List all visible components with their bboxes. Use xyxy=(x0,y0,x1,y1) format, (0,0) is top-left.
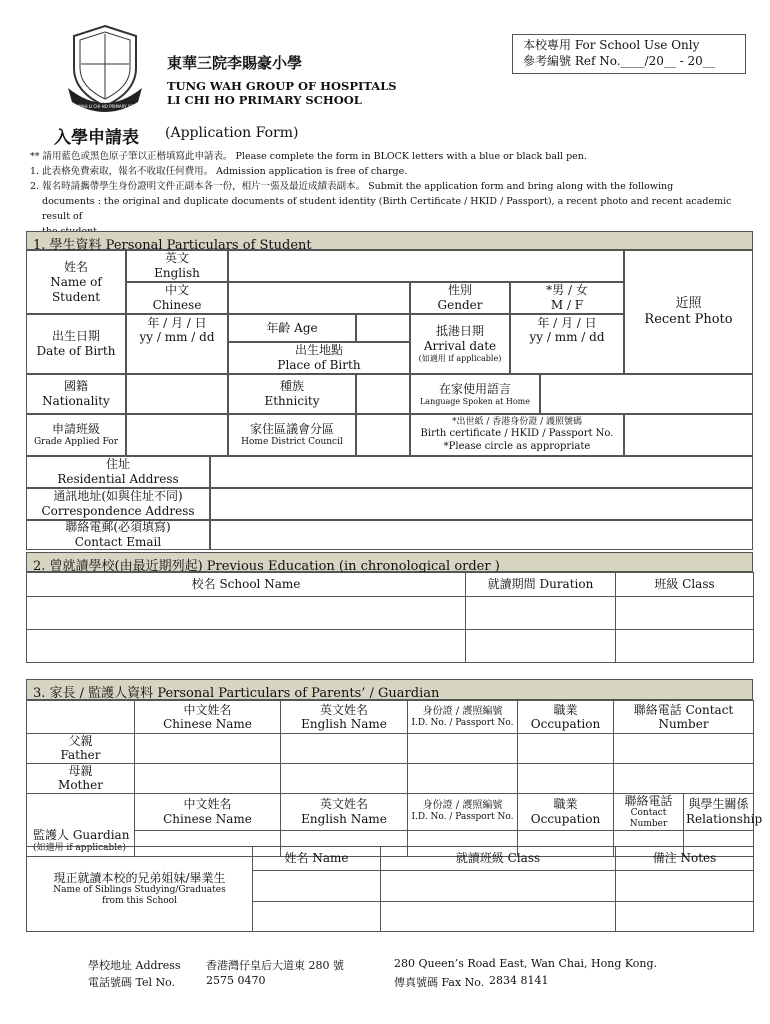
language-field[interactable] xyxy=(540,374,753,414)
footer-address-label: 學校地址 Address xyxy=(88,959,181,972)
dob-format-en: yy / mm / dd xyxy=(139,330,215,345)
class-cell[interactable] xyxy=(616,597,754,630)
email-label-en: Contact Email xyxy=(74,535,162,549)
school-logo xyxy=(64,22,146,114)
mother-occupation[interactable] xyxy=(518,763,614,793)
gender-label-cell xyxy=(410,282,510,314)
note-2b: documents : the original and duplicate documents of student identity (Birth Certificate / HKID / Passport), a recent photo and recent academic result of xyxy=(42,196,732,222)
dob-label-zh: 出生日期 xyxy=(51,329,100,343)
district-label-cell xyxy=(228,414,356,456)
id-doc-zh: *出世紙 / 香港身份證 / 護照號碼 xyxy=(451,416,582,427)
mother-en: Mother xyxy=(58,778,103,793)
footer-fax: 2834 8141 xyxy=(489,974,549,987)
school-name-cell[interactable] xyxy=(27,630,466,663)
photo-label-zh: 近照 xyxy=(675,295,702,311)
english-label-en: English xyxy=(154,266,200,280)
sibling-class-cell[interactable] xyxy=(381,871,616,902)
chinese-label-en: Chinese xyxy=(152,298,202,312)
grade-label-cell xyxy=(26,414,126,456)
siblings-zh: 現正就讀本校的兄弟姐妹/畢業生 xyxy=(53,871,226,885)
occ-en: Occupation xyxy=(530,717,601,731)
siblings-label xyxy=(27,847,253,932)
footer-fax-label: 傳真號碼 Fax No. xyxy=(394,976,485,989)
correspondence-label-cell xyxy=(26,488,210,520)
nationality-label-zh: 國籍 xyxy=(63,379,88,393)
sibling-name-header: 姓名 Name xyxy=(253,847,381,871)
g-rel-en: Relationship xyxy=(686,811,763,826)
siblings-table xyxy=(26,846,754,932)
id-en: I.D. No. / Passport No. xyxy=(411,717,514,728)
dob-format-zh: 年 / 月 / 日 xyxy=(147,316,207,330)
id-document-label-cell xyxy=(410,414,624,456)
sibling-class-cell[interactable] xyxy=(381,902,616,932)
arrival-format-en: yy / mm / dd xyxy=(529,330,605,345)
sibling-notes-cell[interactable] xyxy=(616,902,754,932)
mother-id[interactable] xyxy=(408,763,518,793)
g-occ-en: Occupation xyxy=(530,811,601,826)
english-name-label-cell xyxy=(126,250,228,282)
cn-en: Chinese Name xyxy=(163,717,252,731)
gender-options[interactable] xyxy=(510,282,624,314)
residential-label-cell xyxy=(26,456,210,488)
mother-contact[interactable] xyxy=(614,763,754,793)
district-label-zh: 家住區議會分區 xyxy=(249,421,334,436)
email-field[interactable] xyxy=(210,520,753,550)
mother-english-name[interactable] xyxy=(281,763,408,793)
sibling-notes-header: 備注 Notes xyxy=(616,847,754,871)
ethnicity-label-zh: 種族 xyxy=(279,379,304,393)
sibling-notes-cell[interactable] xyxy=(616,871,754,902)
g-id-en: I.D. No. / Passport No. xyxy=(411,812,514,823)
duration-cell[interactable] xyxy=(466,630,616,663)
note-0: ** 請用藍色或黑色原子筆以正楷填寫此申請表。 Please complete the form in BLOCK letters with a blue or black ball pen. xyxy=(30,151,587,162)
section-1-header: 1. 學生資料 Personal Particulars of Student xyxy=(26,231,753,250)
mother-zh: 母親 xyxy=(68,763,93,778)
residential-label-en: Residential Address xyxy=(57,472,179,486)
correspondence-label-en: Correspondence Address xyxy=(41,504,195,518)
grade-label-zh: 申請班級 xyxy=(51,421,100,436)
parents-table xyxy=(26,700,763,857)
en-en: English Name xyxy=(301,717,387,731)
arrival-field[interactable] xyxy=(510,314,624,374)
chinese-label-zh: 中文 xyxy=(164,283,189,297)
school-name-zh: 東華三院李賜豪小學 xyxy=(167,54,303,72)
guardian-note: (如適用 if applicable) xyxy=(33,842,126,853)
district-field[interactable] xyxy=(356,414,410,456)
chinese-name-label-cell xyxy=(126,282,228,314)
email-label-zh: 聯絡電郵(必須填寫) xyxy=(65,520,171,534)
g-occ-zh: 職業 xyxy=(553,797,578,812)
name-label-cell xyxy=(26,250,126,314)
name-label-en: Name of Student xyxy=(50,274,102,304)
guardian-contact-header xyxy=(614,793,684,830)
sibling-name-cell[interactable] xyxy=(253,902,381,932)
gender-option-en: M / F xyxy=(550,298,584,312)
instructions xyxy=(30,149,750,239)
footer-tel-label: 電話號碼 Tel No. xyxy=(88,976,176,989)
ethnicity-label-cell xyxy=(228,374,356,414)
g-cn-en: Chinese Name xyxy=(163,811,252,826)
nationality-label-en: Nationality xyxy=(42,394,110,408)
dob-label-cell xyxy=(26,314,126,374)
father-english-name[interactable] xyxy=(281,734,408,764)
g-id-zh: 身份證 / 護照編號 xyxy=(422,800,503,812)
occupation-header xyxy=(518,701,614,734)
note-2a: 2. 報名時請攜帶學生身份證明文件正副本各一份，相片一張及最近成績表副本。 Submit the application form and bring along with the following xyxy=(30,181,674,192)
arrival-format-zh: 年 / 月 / 日 xyxy=(537,316,597,330)
guardian-id-header xyxy=(408,793,518,830)
age-label: 年齡 Age xyxy=(266,320,318,335)
class-cell[interactable] xyxy=(616,630,754,663)
gender-label-en: Gender xyxy=(437,298,483,312)
language-label-en: Language Spoken at Home xyxy=(419,396,530,406)
g-en-en: English Name xyxy=(301,811,387,826)
english-name-header xyxy=(281,701,408,734)
occ-zh: 職業 xyxy=(553,702,578,717)
correspondence-address-field[interactable] xyxy=(210,488,753,520)
arrival-label-cell xyxy=(410,314,510,374)
cn-zh: 中文姓名 xyxy=(183,702,232,717)
father-label xyxy=(27,734,135,764)
father-id[interactable] xyxy=(408,734,518,764)
father-contact[interactable] xyxy=(614,734,754,764)
correspondence-label-zh: 通訊地址(如與住址不同) xyxy=(53,489,183,503)
pob-label-en: Place of Birth xyxy=(277,358,361,372)
id-header xyxy=(408,701,518,734)
language-label-cell xyxy=(410,374,540,414)
ethnicity-label-en: Ethnicity xyxy=(264,394,320,408)
name-label-zh: 姓名 xyxy=(63,259,88,274)
chinese-name-header xyxy=(135,701,281,734)
form-title-en: (Application Form) xyxy=(165,125,299,141)
age-field[interactable] xyxy=(356,314,410,342)
en-zh: 英文姓名 xyxy=(319,702,368,717)
arrival-note: (如適用 if applicable) xyxy=(418,354,502,363)
footer-address-zh: 香港灣仔皇后大道東 280 號 xyxy=(206,959,344,972)
father-occupation[interactable] xyxy=(518,734,614,764)
guardian-occ-header xyxy=(518,793,614,830)
gender-label-zh: 性別 xyxy=(447,283,472,297)
district-label-en: Home District Council xyxy=(241,436,343,447)
pob-label-cell xyxy=(228,342,410,374)
dob-field[interactable] xyxy=(126,314,228,374)
father-en: Father xyxy=(60,748,101,763)
email-label-cell xyxy=(26,520,210,550)
guardian-relationship-header xyxy=(684,793,763,830)
grade-label-en: Grade Applied For xyxy=(33,436,118,447)
mother-chinese-name[interactable] xyxy=(135,763,281,793)
nationality-label-cell xyxy=(26,374,126,414)
gender-option-zh: *男 / 女 xyxy=(546,283,588,297)
id-zh: 身份證 / 護照編號 xyxy=(422,705,503,717)
pob-label-zh: 出生地點 xyxy=(294,343,343,357)
note-1: 1. 此表格免費索取，報名不收取任何費用。 Admission application is free of charge. xyxy=(30,166,408,177)
footer-tel: 2575 0470 xyxy=(206,974,266,987)
form-title-zh: 入學申請表 xyxy=(54,128,139,148)
section-2-header: 2. 曾就讀學校(由最近期列起) Previous Education (in chronological order ) xyxy=(26,552,753,572)
age-label-cell xyxy=(228,314,356,342)
duration-header: 就讀期間 Duration xyxy=(466,573,616,597)
office-use-box xyxy=(512,34,746,74)
class-header: 班級 Class xyxy=(616,573,754,597)
father-chinese-name[interactable] xyxy=(135,734,281,764)
g-contact-zh: 聯絡電話 xyxy=(624,793,673,808)
school-name-en1: TUNG WAH GROUP OF HOSPITALS xyxy=(167,79,397,93)
residential-address-field[interactable] xyxy=(210,456,753,488)
guardian-cn-header xyxy=(135,793,281,830)
photo-box[interactable] xyxy=(624,250,753,374)
contact-header: 聯絡電話 Contact Number xyxy=(614,701,754,734)
sibling-name-cell[interactable] xyxy=(253,871,381,902)
logo-emblem-text: TUNG WAH LI CHI HO PRIMARY SCHOOL xyxy=(65,104,145,109)
sibling-class-header: 就讀班級 Class xyxy=(381,847,616,871)
arrival-label-zh: 抵港日期 xyxy=(435,324,484,338)
id-document-field[interactable] xyxy=(624,414,753,456)
grade-field[interactable] xyxy=(126,414,228,456)
ethnicity-field[interactable] xyxy=(356,374,410,414)
g-rel-zh: 與學生關係 xyxy=(688,797,749,812)
language-label-zh: 在家使用語言 xyxy=(438,381,511,396)
school-name-header: 校名 School Name xyxy=(27,573,466,597)
guardian-en: 監護人 Guardian xyxy=(33,828,130,843)
g-cn-zh: 中文姓名 xyxy=(183,797,232,812)
siblings-en: Name of Siblings Studying/Graduates from this School xyxy=(53,885,226,907)
id-doc-en: Birth certificate / HKID / Passport No. xyxy=(420,428,614,440)
school-name-en2: LI CHI HO PRIMARY SCHOOL xyxy=(167,93,362,108)
residential-label-zh: 住址 xyxy=(105,457,130,471)
duration-cell[interactable] xyxy=(466,597,616,630)
guardian-en-header xyxy=(281,793,408,830)
g-contact-en: Contact Number xyxy=(629,807,668,829)
previous-education-table xyxy=(26,572,754,663)
school-name-cell[interactable] xyxy=(27,597,466,630)
mother-label xyxy=(27,763,135,793)
photo-label-en: Recent Photo xyxy=(644,312,733,327)
id-doc-note: *Please circle as appropriate xyxy=(443,440,591,452)
dob-label-en: Date of Birth xyxy=(36,344,116,358)
footer-address-en: 280 Queen’s Road East, Wan Chai, Hong Kong. xyxy=(394,957,658,970)
english-label-zh: 英文 xyxy=(164,251,189,265)
parents-corner xyxy=(27,701,135,734)
section-3-header: 3. 家長 / 監護人資料 Personal Particulars of Parents’ / Guardian xyxy=(26,679,753,700)
father-zh: 父親 xyxy=(68,734,93,748)
chinese-name-field[interactable] xyxy=(228,282,410,314)
office-use-label: 本校專用 For School Use Only xyxy=(523,38,700,52)
english-name-field[interactable] xyxy=(228,250,624,282)
ref-no-label: 參考編號 Ref No.____/20__ - 20__ xyxy=(523,53,715,68)
nationality-field[interactable] xyxy=(126,374,228,414)
g-en-zh: 英文姓名 xyxy=(319,797,368,812)
arrival-label-en: Arrival date xyxy=(423,339,497,353)
